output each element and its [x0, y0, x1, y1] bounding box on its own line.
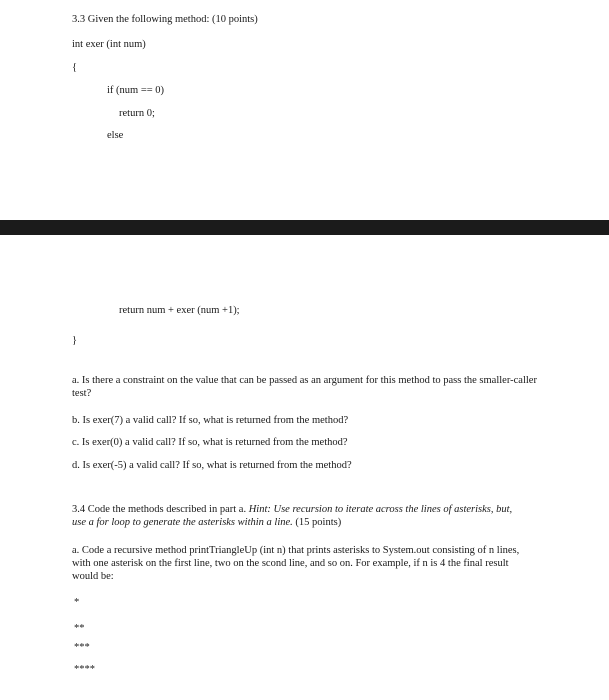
open-brace: { [72, 62, 78, 73]
question-3-4-part-a: a. Code a recursive method printTriangleUp (int n) that prints asterisks to System.out consisting of n lines, with one asterisk on the first line, two on the scond line, and so on. For example, if n is 4 the final result would be: [72, 545, 520, 583]
output-line: ** [74, 623, 85, 634]
question-3-4-heading [72, 503, 522, 529]
if-statement: if (num == 0) [107, 85, 165, 96]
return-zero-statement: return 0; [119, 108, 155, 119]
question-d: d. Is exer(-5) a valid call? If so, what is returned from the method? [72, 460, 352, 471]
question-3-4-prefix: 3.4 Code the methods described in part a. [72, 504, 247, 515]
question-b: b. Is exer(7) a valid call? If so, what is returned from the method? [72, 415, 349, 426]
question-c: c. Is exer(0) a valid call? If so, what is returned from the method? [72, 437, 348, 448]
close-brace: } [72, 335, 78, 346]
question-3-3-heading: 3.3 Given the following method: (10 points) [72, 14, 258, 25]
return-recursive-statement: return num + exer (num +1); [119, 305, 240, 316]
question-3-4-points: (15 points) [295, 517, 342, 529]
output-line: *** [74, 642, 90, 653]
redaction-bar [0, 220, 609, 235]
else-statement: else [107, 130, 124, 141]
method-signature: int exer (int num) [72, 39, 146, 50]
question-a: a. Is there a constraint on the value that can be passed as an argument for this method to pass the smaller-caller test? [72, 375, 537, 400]
output-line: **** [74, 664, 95, 675]
output-line: * [74, 597, 80, 608]
question-3-4-hint: Hint: Use recursion to iterate across the lines of asterisks, but, use a for loop to generate the asterisks within a line. [72, 504, 513, 529]
